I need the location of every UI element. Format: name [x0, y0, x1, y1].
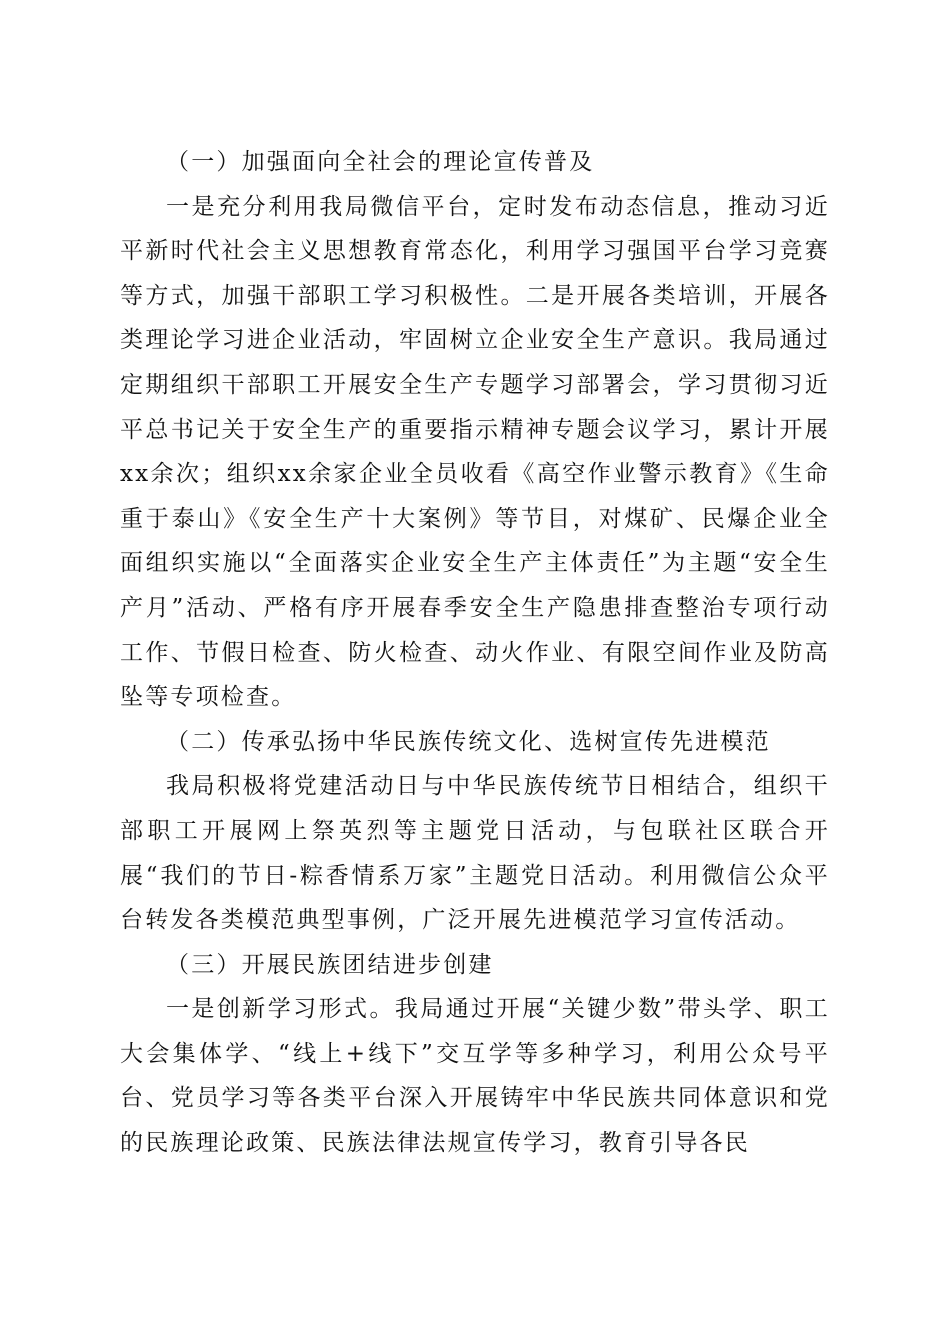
section-2: [120, 720, 830, 943]
section-3: [120, 943, 830, 1166]
section-heading-1: （一）加强面向全社会的理论宣传普及: [166, 149, 595, 175]
section-heading-3: （三）开展民族团结进步创建: [166, 951, 494, 978]
section-2-paragraph-1: 我局积极将党建活动日与中华民族传统节日相结合，组织干部职工开展网上祭英烈等主题党日活动，与包联社区联合开展“我们的节日-粽香情系万家”主题党日活动。利用微信公众平台转发各类模范典型事例，广泛开展先进模范学习宣传活动。: [120, 773, 830, 934]
section-1: [120, 140, 830, 720]
section-3-paragraph-1: 一是创新学习形式。我局通过开展“关键少数”带头学、职工大会集体学、“线上+线下”交互学等多种学习，利用公众号平台、党员学习等各类平台深入开展铸牢中华民族共同体意识和党的民族理论政策、民族法律法规宣传学习，教育引导各民: [120, 996, 830, 1157]
document-page: [120, 140, 830, 1166]
section-1-paragraph-1: 一是充分利用我局微信平台，定时发布动态信息，推动习近平新时代社会主义思想教育常态化，利用学习强国平台学习竞赛等方式，加强干部职工学习积极性。二是开展各类培训，开展各类理论学习进企业活动，牢固树立企业安全生产意识。我局通过定期组织干部职工开展安全生产专题学习部署会，学习贯彻习近平总书记关于安全生产的重要指示精神专题会议学习，累计开展xx余次；组织xx余家企业全员收看《高空作业警示教育》《生命重于泰山》《安全生产十大案例》等节目，对煤矿、民爆企业全面组织实施以“全面落实企业安全生产主体责任”为主题“安全生产月”活动、严格有序开展春季安全生产隐患排查整治专项行动工作、节假日检查、防火检查、动火作业、有限空间作业及防高坠等专项检查。: [120, 193, 830, 711]
section-heading-2: （二）传承弘扬中华民族传统文化、选树宣传先进模范: [166, 728, 771, 755]
